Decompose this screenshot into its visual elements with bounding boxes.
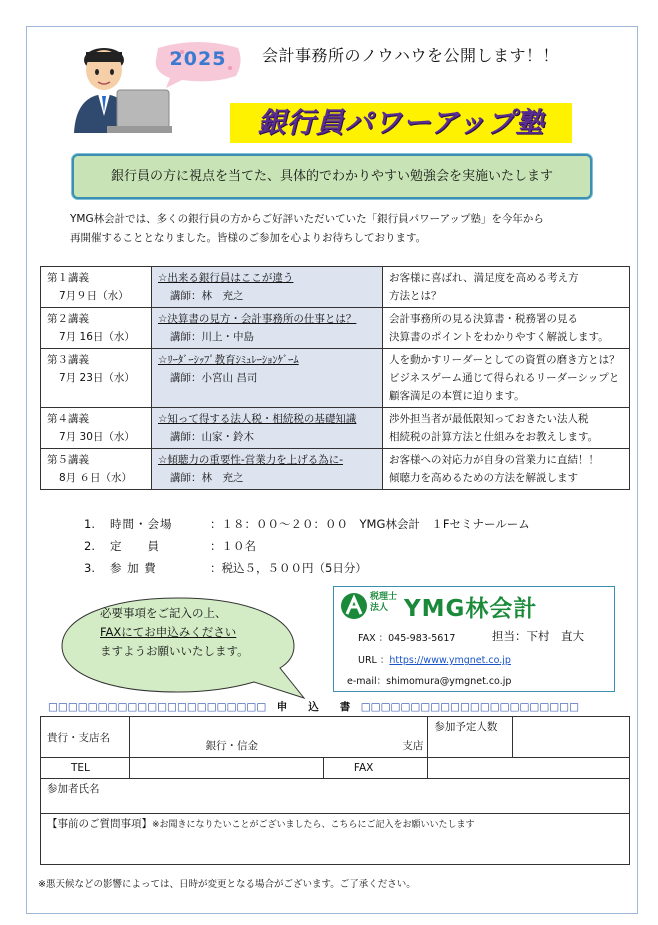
lecture-date: 7月 16日（水） [59,331,135,343]
lecture-desc: お客様への対応力が自身の営業力に直結！！ [389,454,599,466]
attendees-label: 参加予定人数 [428,717,513,758]
headline: 会計事務所のノウハウを公開します！！ [262,46,560,65]
lecture-title: ☆出来る銀行員はここが違う [158,272,294,284]
firm-prefix-top: 税理士 [370,592,398,602]
firm-prefix [370,592,397,614]
lecture-desc: お客様に喜ばれ、満足度を高める考え方 [389,272,579,284]
lecturer: 講師：小宮山 昌司 [170,372,258,384]
firm-website-link[interactable]: https://www.ymgnet.co.jp [389,655,511,666]
fax-input[interactable] [428,758,630,779]
bank-label: 貴行・支店名 [41,717,130,758]
footnote: ※悪天候などの影響によっては、日時が変更となる場合がございます。ご了承ください。 [38,879,416,890]
lecture-number: 第５講義 [47,454,89,466]
form-row-contact [41,758,630,779]
lecture-number: 第１講義 [47,272,89,284]
lecture-title: ☆知って得する法人税・相続税の基礎知識 [158,413,357,425]
form-row-participants [41,779,630,814]
lecture-desc: 顧客満足の本質に迫ります。 [389,390,525,402]
lecture-desc: 方法とは？ [389,290,442,302]
fax-instruction [100,604,249,661]
table-row [41,267,630,308]
lecture-number: 第２講義 [47,313,89,325]
attendees-input[interactable] [513,717,630,758]
lecture-desc: 人を動かすリーダーとしての資質の磨き方とは？ [389,354,620,366]
lecture-title: ☆決算書の見方・会計事務所の仕事とは？ [158,313,357,325]
fax-instruction-line: FAXにてお申込みください [100,625,237,639]
lecture-title: ☆ﾘｰﾀﾞｰｼｯﾌﾟ教育ｼﾐｭﾚｰｼｮﾝｹﾞｰﾑ [158,354,299,366]
lecturer: 講師：林 充之 [170,472,244,484]
intro-line: 再開催することとなりました。皆様のご参加を心よりお待ちしております。 [70,232,427,244]
firm-email: e-mail：shimomura@ymgnet.co.jp [347,676,512,687]
lecture-number: 第４講義 [47,413,89,425]
lecture-date: 7月 23日（水） [59,372,135,384]
lecture-title: ☆傾聴力の重要性-営業力を上げる為に- [158,454,343,466]
application-form [40,716,630,865]
lecture-date: 8月 ６日（水） [59,472,133,484]
questions-input[interactable] [41,814,630,865]
page-title: 銀行員パワーアップ塾 [257,106,545,139]
intro-line: YMG林会計では、多くの銀行員の方からご好評いただいていた「銀行員パワーアップ塾」を今年から [70,213,544,225]
lecture-date: 7月９日（水） [59,290,129,302]
firm-prefix-bottom: 法人 [370,603,389,613]
lecture-desc: 会計事務所の見る決算書・税務署の見る [389,313,578,325]
table-row [41,449,630,490]
info-time-venue: 1. 時間・会場 ：１８：００～２０：００ YMG林会計 １Fセミナールーム [84,517,530,531]
ymg-logo-icon [340,592,368,620]
firm-contact: 担当：下村 直大 [492,629,584,643]
table-row [41,308,630,349]
firm-url [358,652,511,666]
lecture-schedule-table [40,266,630,490]
lecture-desc: 渉外担当者が最低限知っておきたい法人税 [389,413,589,425]
questions-note: ※お聞きになりたいことがございましたら、こちらにご記入をお願いいたします [152,820,475,830]
lecturer: 講師：川上・中島 [170,331,254,343]
fax-instruction-line: 必要事項をご記入の上、 [100,606,227,620]
firm-name: YMG林会計 [404,596,538,622]
firm-fax: FAX ：045-983-5617 [358,633,456,644]
participants-label: 参加者氏名 [47,783,100,795]
subtitle-box: 銀行員の方に視点を当てた、具体的でわかりやすい勉強会を実施いたします [72,154,592,199]
table-row [41,408,630,449]
year-badge: 2025 [169,48,227,70]
lecturer: 講師：林 充之 [170,290,244,302]
lecture-desc: 相続税の計算方法と仕組みをお教えします。 [389,431,599,443]
intro-text [70,210,610,248]
lecture-desc: ビジネスゲーム通じて得られるリーダーシップと [389,372,620,384]
fax-instruction-line: ますようお願いいたします。 [100,644,249,658]
lecture-desc: 傾聴力を高めるための方法を解説します [389,472,578,484]
lecture-date: 7月 30日（水） [59,431,135,443]
form-row-bank [41,717,630,758]
fax-label: FAX [323,758,427,779]
table-row [41,349,630,408]
bank-type-label: 銀行・信金 [205,740,259,752]
form-row-questions [41,814,630,865]
tel-label: TEL [41,758,130,779]
lecture-desc: 決算書のポイントをわかりやすく解説します。 [389,331,609,343]
firm-url-label: URL ： [358,655,390,666]
participants-input[interactable] [41,779,630,814]
questions-label: 【事前のご質問事項】 [47,818,152,830]
lecturer: 講師：山家・鈴木 [170,431,254,443]
lecture-number: 第３講義 [47,354,89,366]
bank-input[interactable] [129,717,428,758]
info-capacity: 2. 定 員 ：１０名 [84,539,256,553]
info-fee: 3. 参 加 費 ：税込５，５００円（5日分） [84,561,367,575]
tel-input[interactable] [129,758,323,779]
application-heading: □□□□□□□□□□□□□□□□□□□□□□ 申 込 書 □□□□□□□□□□□□□□□□□□□□□□ [48,701,580,713]
branch-label: 支店 [402,740,424,752]
